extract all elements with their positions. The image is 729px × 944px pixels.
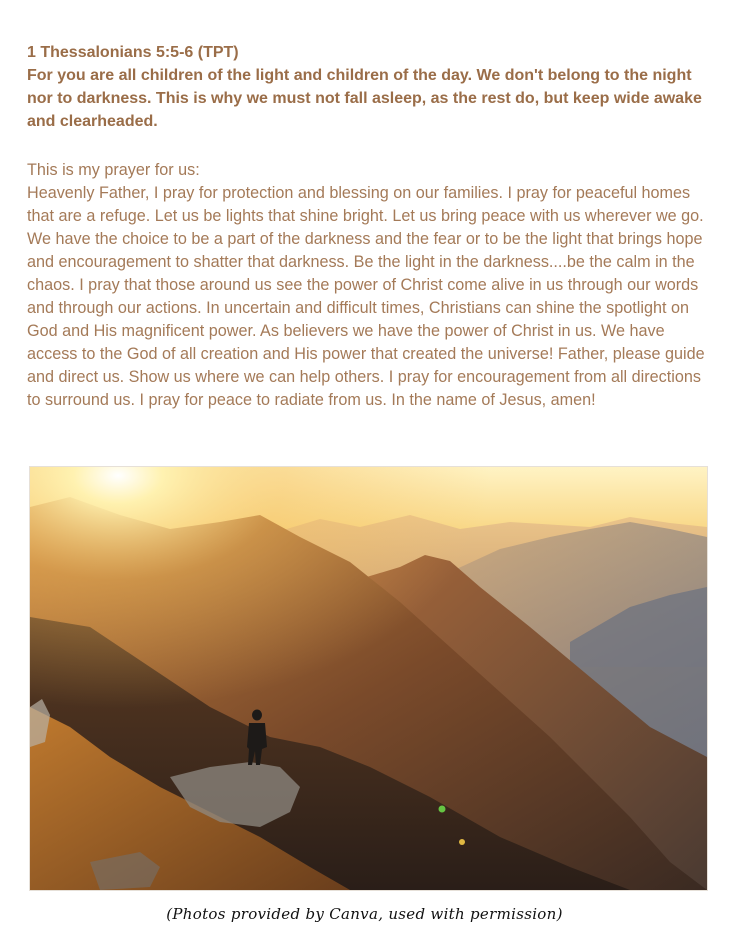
prayer-body: Heavenly Father, I pray for protection and blessing on our families. I pray for peaceful homes that are a refuge. Let us be lights that shine bright. Let us bring peace with us wherever we go. We have the choice to be a part of the darkness and the fear or to be the light that brings hope and encouragement to shatter that darkness. Be the light in the darkness....be the calm in the chaos. I pray that those around us see the power of Christ come alive in us through our words and through our actions. In uncertain and difficult times, Christians can shine the spotlight on God and His magnificent power. As believers we have the power of Christ in us. We have access to the God of all creation and His power that created the universe! Father, please guide and direct us. Show us where we can help others. I pray for encouragement from all directions to surround us. I pray for peace to radiate from us. In the name of Jesus, amen! bbox=[27, 184, 705, 409]
mountain-sunrise-photo bbox=[29, 466, 708, 891]
scripture-text: For you are all children of the light and children of the day. We don't belong to the night nor to darkness. This is why we must not fall asleep, as the rest do, but keep wide awake and clearheaded. bbox=[27, 67, 702, 130]
prayer-block bbox=[27, 159, 717, 412]
scripture-reference: 1 Thessalonians 5:5-6 (TPT) bbox=[27, 44, 239, 61]
prayer-intro: This is my prayer for us: bbox=[27, 161, 200, 179]
photo-credit-caption: (Photos provided by Canva, used with permission) bbox=[166, 905, 563, 923]
scripture-block bbox=[27, 41, 707, 133]
